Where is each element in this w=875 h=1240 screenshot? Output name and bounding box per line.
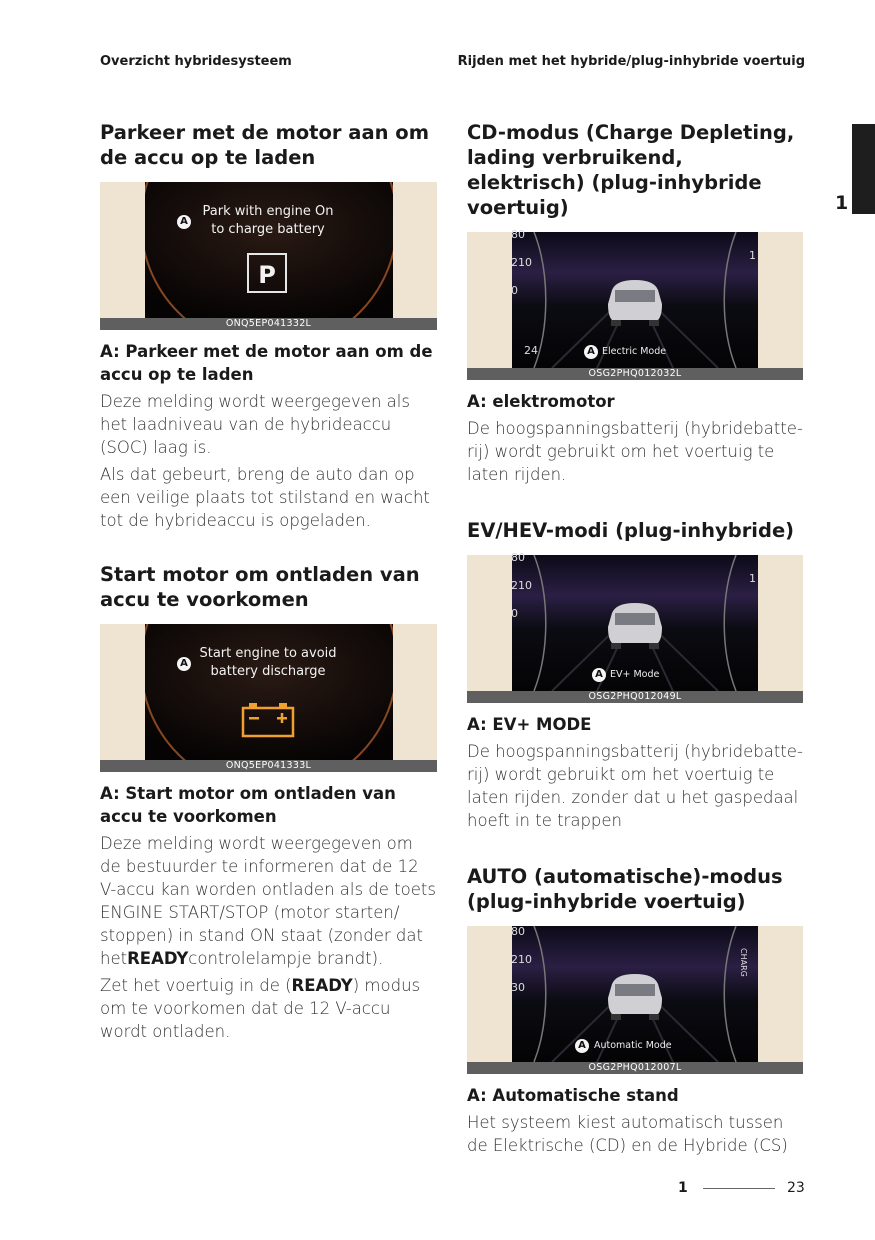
gauge-tick-label: 0 [511,607,518,620]
gauge-tick-label: 1 [749,249,756,262]
running-header-left: Overzicht hybridesysteem [100,54,292,69]
figure-ev-mode [467,551,803,703]
marker-a: A [592,668,606,682]
marker-a: A [177,215,191,229]
marker-a: A [177,657,191,671]
figure-caption: A: elektromotor [467,392,615,411]
figure-caption: A: Parkeer met de motor aan om de accu op te laden [100,342,433,384]
figure-start-engine [100,624,437,772]
drive-mode-label: Automatic Mode [594,1040,672,1051]
ready-keyword: READY [127,949,189,968]
body-text: De hoogspanningsbatterij (hybridebatte-rij) wordt gebruikt om het voertuig te laten rijden. zonder dat u het gaspedaal hoeft in te trappen [467,742,803,830]
charge-gauge-label: CHARG [739,948,748,977]
screen-message-line1: Start engine to avoid [199,646,337,661]
gauge-tick-label: 80 [511,228,525,241]
section-title-ev-hev: EV/HEV-modi (plug-inhybride) [467,519,795,542]
gauge-tick-label: 210 [511,953,532,966]
body-text: Deze melding wordt weergegeven als het laadniveau van de hybrideaccu (SOC) laag is. [100,392,410,457]
figure-cd-mode [467,228,803,380]
ready-keyword: READY [291,976,353,995]
chapter-tab-number: 1 [835,192,849,214]
figure-auto-mode [467,926,803,1074]
park-gear-indicator: P [258,261,276,289]
screen-message-line1: Park with engine On [202,204,334,219]
left-readout: 24 [524,344,538,357]
body-text: Deze melding wordt weergegeven om de bestuurder te informeren dat de 12 V-accu kan worden ontladen als de toets ENGINE START/STOP (motor starten/ stoppen) in stand ON staat (zonder dat hetREADYcontrolelampje brandt). [100,834,436,968]
footer-divider [703,1188,775,1189]
screen-message-line2: battery discharge [210,664,326,679]
footer-chapter-number: 1 [678,1180,688,1196]
section-title-auto-mode: AUTO (automatische)-modus (plug-inhybride voertuig) [467,865,783,913]
left-column [100,120,437,1047]
gauge-tick-label: 1 [749,572,756,585]
car-icon [608,280,662,326]
gauge-tick-label: 0 [511,284,518,297]
figure-park-engine [100,182,437,330]
screen-message-line2: to charge battery [211,222,325,237]
car-icon [608,603,662,649]
figure-code: OSG2PHQ012049L [467,691,803,703]
figure-caption: A: EV+ MODE [467,715,592,734]
marker-a: A [584,345,598,359]
gauge-tick-label: 30 [511,981,525,994]
chapter-thumb-tab [852,124,875,214]
figure-code: OSG2PHQ012007L [467,1062,803,1074]
figure-code: ONQ5EP041332L [100,318,437,330]
running-header-right: Rijden met het hybride/plug-inhybride voertuig [457,54,805,69]
body-text: Het systeem kiest automatisch tussen de Elektrische (CD) en de Hybride (CS) [467,1113,788,1155]
figure-caption: A: Automatische stand [467,1086,679,1105]
gauge-tick-label: 80 [511,925,525,938]
car-icon [608,974,662,1020]
right-column [467,120,803,1161]
gauge-tick-label: 210 [511,579,532,592]
gauge-tick-label: 210 [511,256,532,269]
section-title-park-engine: Parkeer met de motor aan om de accu op te laden [100,121,430,169]
figure-caption: A: Start motor om ontladen van accu te voorkomen [100,784,396,826]
figure-code: OSG2PHQ012032L [467,368,803,380]
body-text: Zet het voertuig in de (READY) modus om te voorkomen dat de 12 V-accu wordt ontladen. [100,976,421,1041]
marker-a: A [575,1039,589,1053]
drive-mode-label: EV+ Mode [610,669,660,680]
page-number: 23 [787,1180,805,1196]
body-text: Als dat gebeurt, breng de auto dan op een veilige plaats tot stilstand en wacht tot de hybrideaccu is opgeladen. [100,465,430,530]
figure-code: ONQ5EP041333L [100,760,437,772]
section-title-start-engine: Start motor om ontladen van accu te voorkomen [100,563,420,611]
gauge-tick-label: 80 [511,551,525,564]
body-text: De hoogspanningsbatterij (hybridebatte-rij) wordt gebruikt om het voertuig te laten rijden. [467,419,803,484]
section-title-cd-mode: CD-modus (Charge Depleting, lading verbruikend, elektrisch) (plug-inhybride voertuig) [467,121,795,219]
drive-mode-label: Electric Mode [602,346,667,357]
